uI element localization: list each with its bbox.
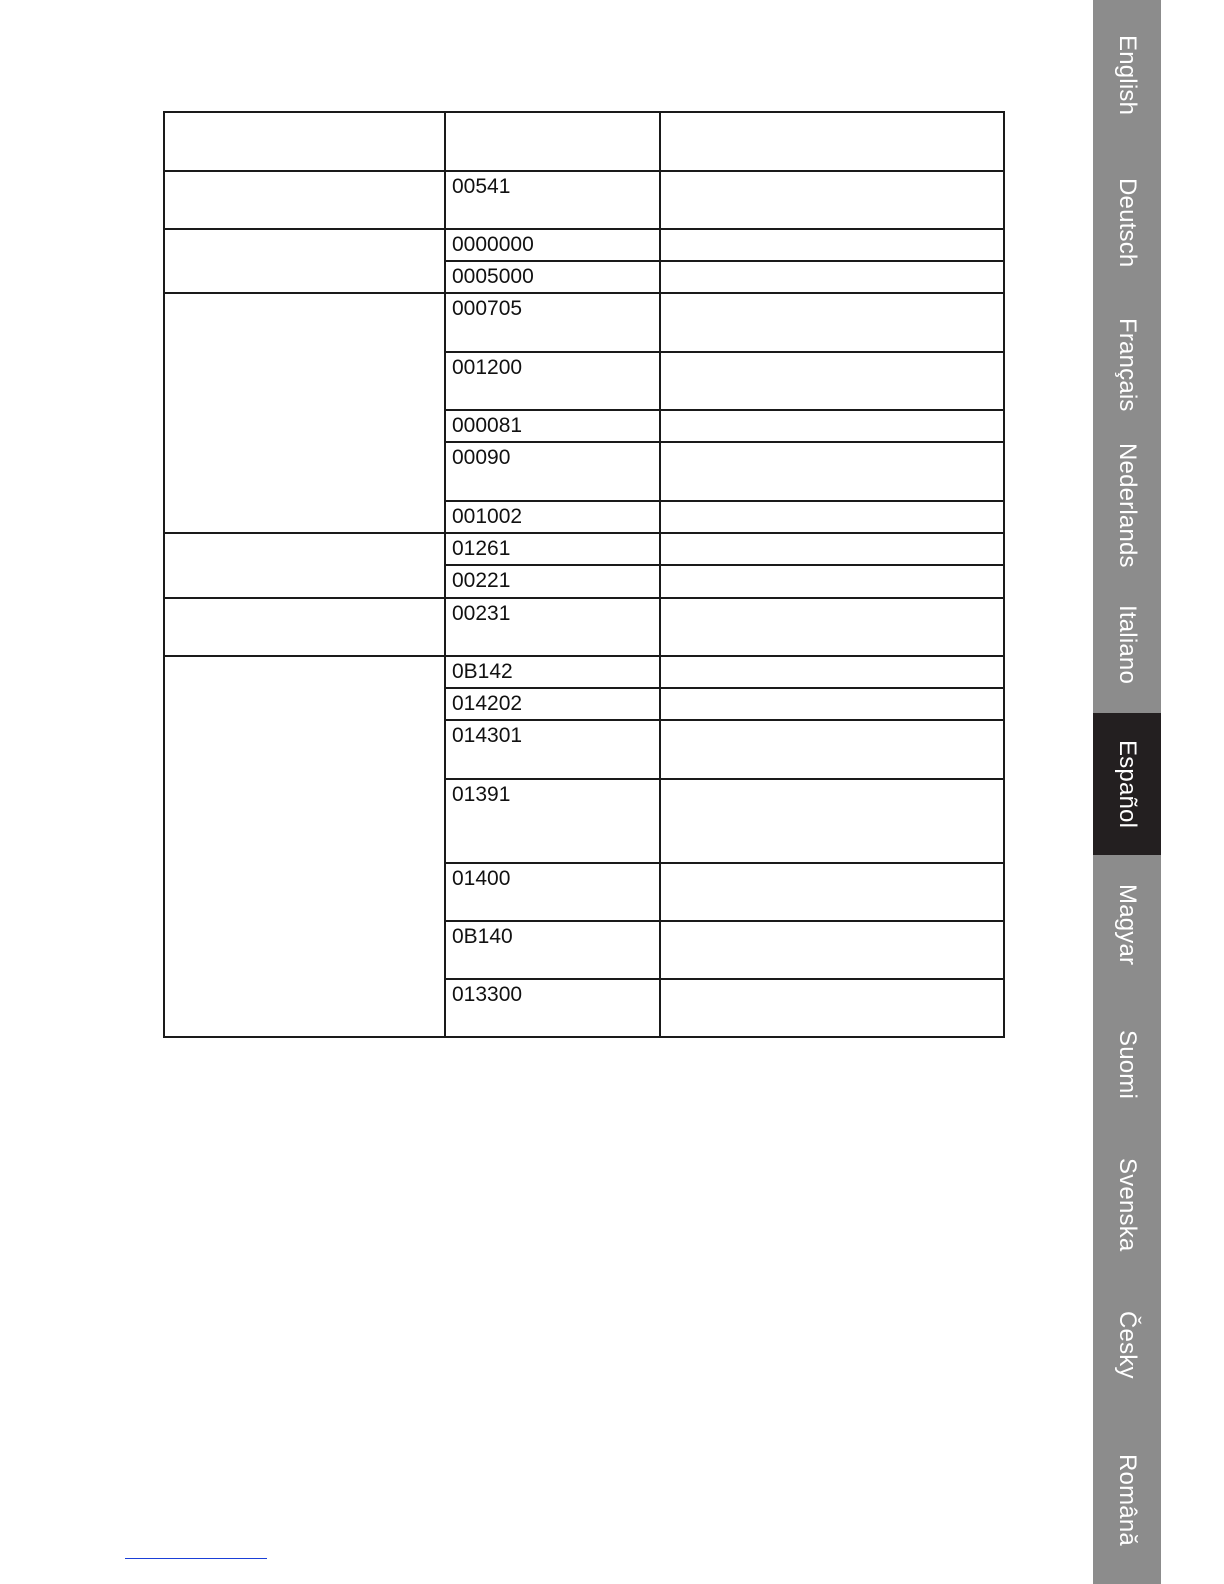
code-cell: 000081 bbox=[445, 410, 660, 442]
code-cell: 01261 bbox=[445, 533, 660, 565]
description-cell bbox=[660, 410, 1004, 442]
description-cell bbox=[660, 565, 1004, 598]
group-cell bbox=[164, 598, 445, 656]
tab-label: Română bbox=[1114, 1453, 1141, 1546]
tab-suomi[interactable] bbox=[1093, 995, 1161, 1135]
code-cell: 0B140 bbox=[445, 921, 660, 979]
header-cell-1 bbox=[164, 112, 445, 171]
tab-label: Svenska bbox=[1114, 1158, 1141, 1252]
description-cell bbox=[660, 442, 1004, 501]
code-cell: 00221 bbox=[445, 565, 660, 598]
description-cell bbox=[660, 352, 1004, 410]
code-cell: 01391 bbox=[445, 779, 660, 863]
language-tab-strip bbox=[1093, 0, 1161, 1584]
code-cell: 00231 bbox=[445, 598, 660, 656]
description-cell bbox=[660, 501, 1004, 533]
header-cell-2 bbox=[445, 112, 660, 171]
tab-english[interactable] bbox=[1093, 0, 1161, 150]
tab-espanol[interactable] bbox=[1093, 713, 1161, 855]
group-cell bbox=[164, 171, 445, 229]
tab-label: Deutsch bbox=[1114, 177, 1141, 268]
tab-label: Français bbox=[1114, 318, 1141, 412]
tab-romana[interactable] bbox=[1093, 1415, 1161, 1584]
header-row bbox=[164, 112, 1004, 171]
table-row bbox=[164, 598, 1004, 656]
tab-svenska[interactable] bbox=[1093, 1135, 1161, 1275]
tab-cesky[interactable] bbox=[1093, 1275, 1161, 1415]
tab-label: Česky bbox=[1114, 1311, 1141, 1379]
tab-label: Español bbox=[1114, 739, 1141, 829]
group-cell bbox=[164, 229, 445, 293]
code-cell: 0B142 bbox=[445, 656, 660, 688]
description-cell bbox=[660, 779, 1004, 863]
code-cell: 0000000 bbox=[445, 229, 660, 261]
description-cell bbox=[660, 598, 1004, 656]
description-cell bbox=[660, 533, 1004, 565]
group-cell bbox=[164, 656, 445, 1037]
code-cell: 001200 bbox=[445, 352, 660, 410]
description-cell bbox=[660, 921, 1004, 979]
table-row bbox=[164, 293, 1004, 352]
code-cell: 013300 bbox=[445, 979, 660, 1037]
code-cell: 00541 bbox=[445, 171, 660, 229]
table-row bbox=[164, 171, 1004, 229]
code-table bbox=[163, 111, 1005, 1038]
code-cell: 00090 bbox=[445, 442, 660, 501]
tab-francais[interactable] bbox=[1093, 295, 1161, 435]
table-row bbox=[164, 533, 1004, 565]
code-cell: 014301 bbox=[445, 720, 660, 779]
table-row bbox=[164, 656, 1004, 688]
tab-magyar[interactable] bbox=[1093, 855, 1161, 995]
code-cell: 0005000 bbox=[445, 261, 660, 293]
description-cell bbox=[660, 863, 1004, 921]
code-cell: 01400 bbox=[445, 863, 660, 921]
tab-nederlands[interactable] bbox=[1093, 435, 1161, 575]
footer-rule bbox=[125, 1558, 267, 1559]
description-cell bbox=[660, 261, 1004, 293]
code-cell: 001002 bbox=[445, 501, 660, 533]
description-cell bbox=[660, 229, 1004, 261]
tab-label: English bbox=[1114, 34, 1141, 116]
description-cell bbox=[660, 293, 1004, 352]
description-cell bbox=[660, 720, 1004, 779]
tab-label: Suomi bbox=[1114, 1030, 1141, 1100]
tab-italiano[interactable] bbox=[1093, 575, 1161, 713]
code-cell: 014202 bbox=[445, 688, 660, 720]
table-row bbox=[164, 229, 1004, 261]
group-cell bbox=[164, 533, 445, 598]
group-cell bbox=[164, 293, 445, 533]
tab-label: Italiano bbox=[1114, 604, 1141, 684]
description-cell bbox=[660, 656, 1004, 688]
description-cell bbox=[660, 688, 1004, 720]
description-cell bbox=[660, 171, 1004, 229]
tab-deutsch[interactable] bbox=[1093, 150, 1161, 295]
tab-label: Magyar bbox=[1114, 884, 1141, 966]
description-cell bbox=[660, 979, 1004, 1037]
tab-label: Nederlands bbox=[1114, 442, 1141, 568]
header-cell-3 bbox=[660, 112, 1004, 171]
code-cell: 000705 bbox=[445, 293, 660, 352]
